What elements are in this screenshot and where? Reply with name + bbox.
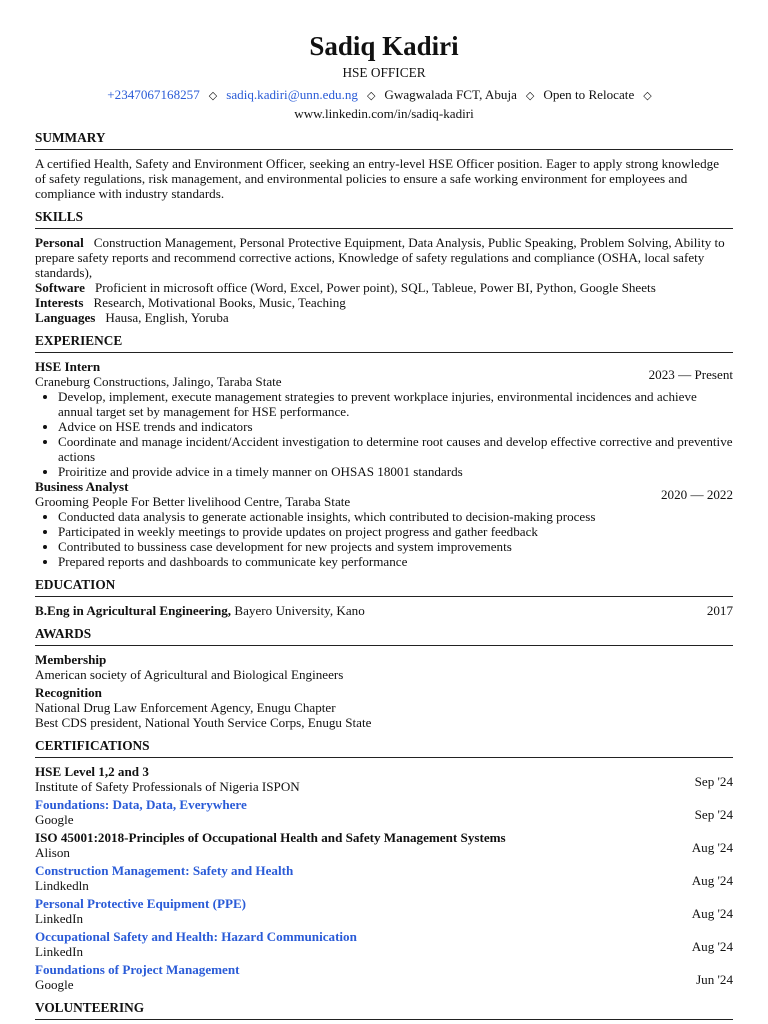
experience-section (35, 359, 733, 569)
job-dates: 2020 — 2022 (660, 487, 733, 502)
phone-link[interactable]: +2347067168257 (107, 87, 200, 102)
certification-title-link[interactable]: Foundations: Data, Data, Everywhere (35, 797, 247, 812)
certification-issuer: Google (35, 977, 74, 992)
skill-row-software (35, 280, 733, 295)
job-company: Craneburg Constructions, Jalingo, Taraba State (35, 374, 282, 389)
education-year: 2017 (706, 603, 733, 618)
certification-title: HSE Level 1,2 and 3 (35, 764, 149, 779)
certification-entry (35, 929, 733, 959)
education-heading: EDUCATION (35, 577, 733, 597)
summary-section (35, 156, 733, 201)
list-item: • Contributed to bussiness case development for new projects and system improvements (58, 539, 733, 554)
certifications-heading: CERTIFICATIONS (35, 738, 733, 758)
list-item: • Coordinate and manage incident/Accident investigation to determine root causes and develop effective corrective and preventive actions (58, 434, 733, 464)
linkedin-link[interactable]: www.linkedin.com/in/sadiq-kadiri (294, 106, 474, 121)
certification-date: Aug '24 (691, 906, 733, 921)
certification-issuer: Lindkedln (35, 878, 89, 893)
volunteering-heading: VOLUNTEERING (35, 1000, 733, 1020)
skill-row-personal (35, 235, 733, 280)
skill-row-languages (35, 310, 733, 325)
skill-value: Research, Motivational Books, Music, Teaching (93, 295, 346, 310)
certification-date: Sep '24 (694, 807, 733, 822)
candidate-name: Sadiq Kadiri (309, 31, 459, 61)
certification-issuer: Google (35, 812, 74, 827)
summary-heading: SUMMARY (35, 130, 733, 150)
skill-key: Software (35, 280, 85, 295)
award-line: American society of Agricultural and Biological Engineers (35, 667, 344, 682)
summary-text: A certified Health, Safety and Environment Officer, seeking an entry-level HSE Officer position. Eager to apply strong knowledge of safety regulations, risk management, and environmental policies to ensure a safe working environment for employees and compliance with industry standards. (35, 156, 720, 201)
education-degree: B.Eng in Agricultural Engineering, (35, 603, 232, 618)
location-text: Gwagwalada FCT, Abuja (384, 87, 517, 102)
award-group-title: Recognition (35, 685, 102, 700)
diamond-separator-icon: ◇ (208, 90, 218, 102)
certification-title-link[interactable]: Foundations of Project Management (35, 962, 240, 977)
certification-issuer: LinkedIn (35, 911, 83, 926)
job-title: HSE OFFICER (342, 65, 426, 80)
job-company: Grooming People For Better livelihood Centre, Taraba State (35, 494, 351, 509)
certification-title-link[interactable]: Occupational Safety and Health: Hazard Communication (35, 929, 357, 944)
certification-entry (35, 863, 733, 893)
certification-date: Aug '24 (691, 939, 733, 954)
job-role: HSE Intern (35, 359, 101, 374)
email-link[interactable]: sadiq.kadiri@unn.edu.ng (226, 87, 358, 102)
skills-heading: SKILLS (35, 209, 733, 229)
skill-key: Interests (35, 295, 84, 310)
certification-title-link[interactable]: Personal Protective Equipment (PPE) (35, 896, 247, 911)
certifications-section (35, 764, 733, 992)
award-group (35, 685, 733, 730)
resume-page (35, 0, 733, 1020)
diamond-separator-icon: ◇ (643, 90, 652, 102)
job-dates: 2023 — Present (648, 367, 733, 382)
diamond-separator-icon: ◇ (525, 90, 535, 102)
award-group (35, 652, 733, 682)
education-school: Bayero University, Kano (234, 603, 365, 618)
job-entry (35, 359, 733, 479)
certification-date: Aug '24 (691, 873, 733, 888)
list-item: • Prepared reports and dashboards to communicate key performance (58, 554, 733, 569)
certification-entry (35, 896, 733, 926)
certification-title-link[interactable]: Construction Management: Safety and Health (35, 863, 294, 878)
skill-key: Languages (35, 310, 96, 325)
contact-line (35, 86, 733, 105)
linkedin-line (35, 105, 733, 122)
certification-date: Aug '24 (691, 840, 733, 855)
award-line: Best CDS president, National Youth Service Corps, Enugu State (35, 715, 372, 730)
skill-value: Hausa, English, Yoruba (105, 310, 229, 325)
list-item: • Conducted data analysis to generate actionable insights, which contributed to decision-making process (58, 509, 733, 524)
awards-section (35, 652, 733, 730)
certification-issuer: LinkedIn (35, 944, 83, 959)
list-item: • Participated in weekly meetings to provide updates on project progress and gather feedback (58, 524, 733, 539)
skills-section (35, 235, 733, 325)
award-group-title: Membership (35, 652, 107, 667)
list-item: • Advice on HSE trends and indicators (58, 419, 733, 434)
certification-issuer: Institute of Safety Professionals of Nigeria ISPON (35, 779, 300, 794)
certification-entry (35, 797, 733, 827)
awards-heading: AWARDS (35, 626, 733, 646)
education-section (35, 603, 733, 618)
job-entry (35, 479, 733, 569)
certification-entry (35, 764, 733, 794)
certification-date: Sep '24 (694, 774, 733, 789)
education-entry (35, 603, 733, 618)
job-role: Business Analyst (35, 479, 129, 494)
skill-value: Proficient in microsoft office (Word, Excel, Power point), SQL, Tableue, Power BI, Python, Google Sheets (94, 280, 656, 295)
skill-key: Personal (35, 235, 84, 250)
job-bullets (35, 509, 733, 569)
skill-value: Construction Management, Personal Protective Equipment, Data Analysis, Public Speaking, Problem Solving, Ability to prepare safety reports and recommend corrective actions, Knowledge of safety regulations and compliance (OSHA, local safety standards), (35, 235, 725, 280)
certification-title: ISO 45001:2018-Principles of Occupational Health and Safety Management Systems (35, 830, 506, 845)
certification-issuer: Alison (35, 845, 70, 860)
award-line: National Drug Law Enforcement Agency, Enugu Chapter (35, 700, 336, 715)
list-item: • Develop, implement, execute management strategies to prevent workplace injuries, environmental incidences and achieve annual target set by management for HSE performance. (58, 389, 733, 419)
certification-entry (35, 830, 733, 860)
certification-entry (35, 962, 733, 992)
job-bullets (35, 389, 733, 479)
certification-date: Jun '24 (696, 972, 733, 987)
list-item: • Proiritize and provide advice in a timely manner on OHSAS 18001 standards (58, 464, 733, 479)
skill-row-interests (35, 295, 733, 310)
diamond-separator-icon: ◇ (366, 90, 376, 102)
relocate-text: Open to Relocate (543, 87, 635, 102)
experience-heading: EXPERIENCE (35, 333, 733, 353)
